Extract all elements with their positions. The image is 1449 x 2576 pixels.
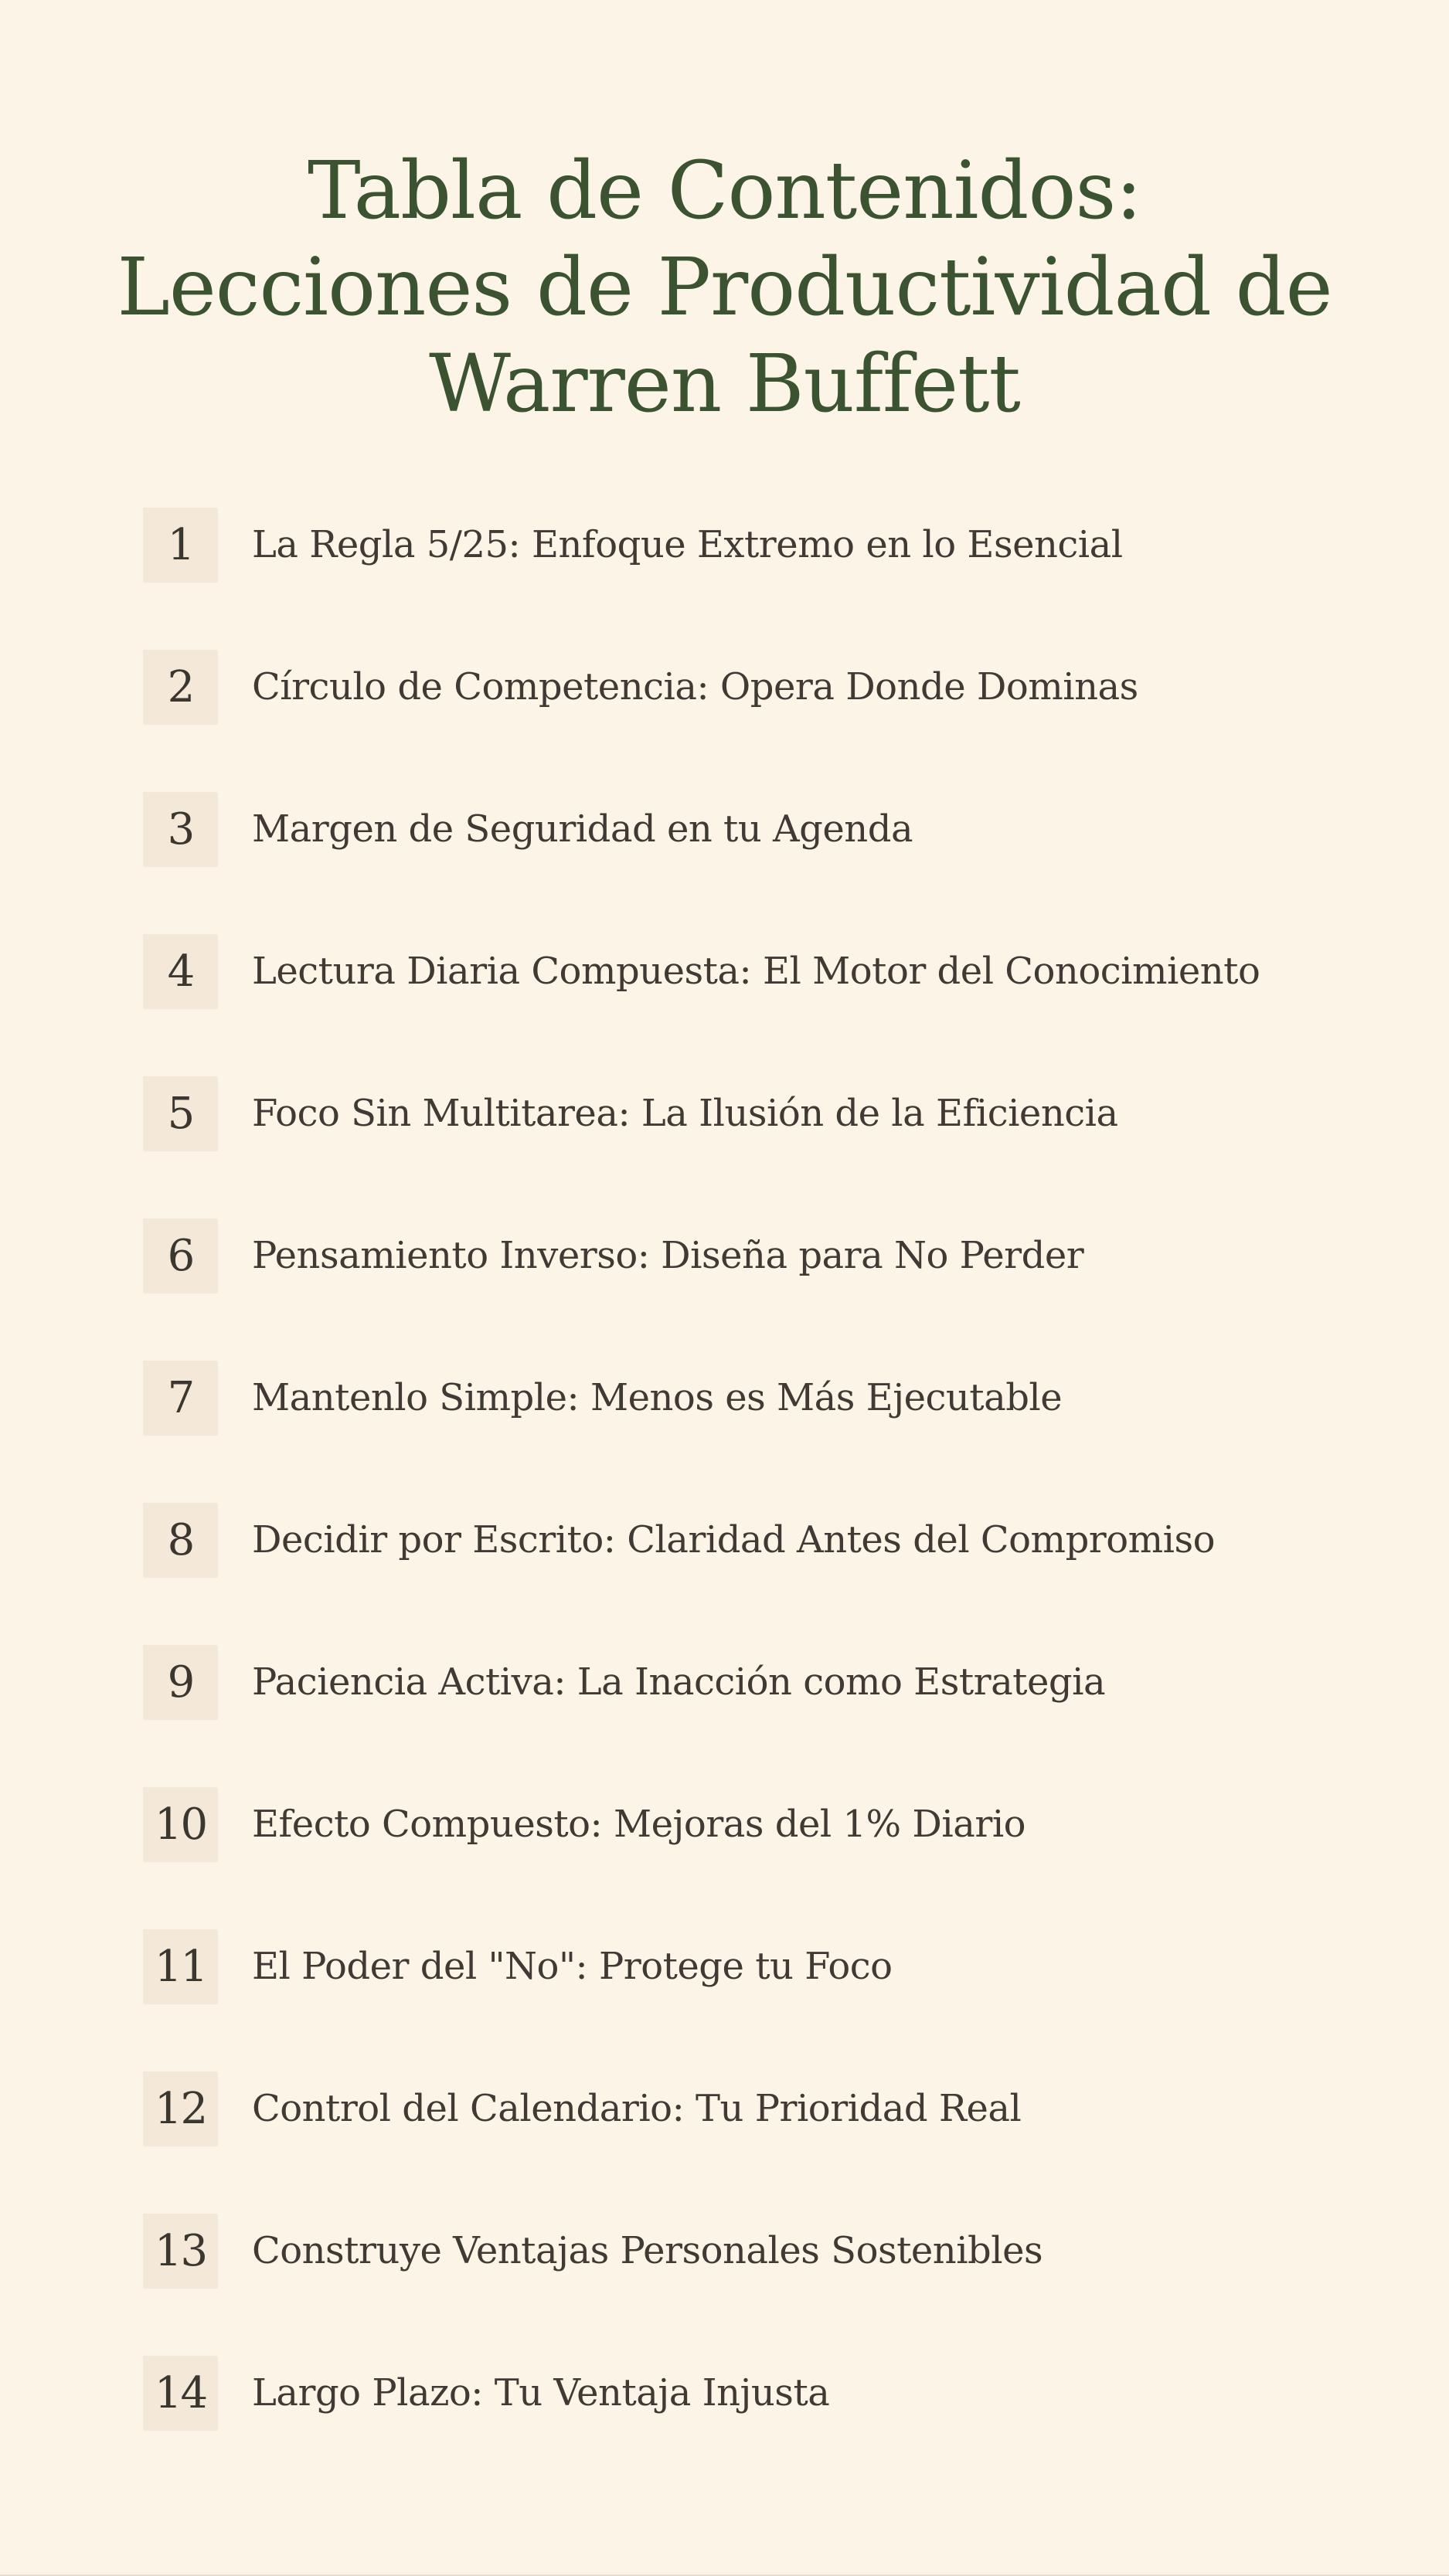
toc-number: 6 <box>143 1218 218 1293</box>
toc-number: 1 <box>143 508 218 583</box>
page-title: Tabla de Contenidos: Lecciones de Productividad de Warren Buffett <box>117 144 1332 430</box>
toc-label: Construye Ventajas Personales Sostenibles <box>252 2229 1043 2272</box>
toc-item <box>143 2214 1349 2289</box>
toc-number: 5 <box>143 1076 218 1151</box>
toc-number: 11 <box>143 1929 218 2004</box>
toc-label: Lectura Diaria Compuesta: El Motor del Conocimiento <box>252 950 1260 993</box>
toc-item <box>143 1361 1349 1436</box>
toc-number: 7 <box>143 1361 218 1436</box>
toc-number: 2 <box>143 650 218 725</box>
toc-number: 3 <box>143 792 218 867</box>
toc-label: Mantenlo Simple: Menos es Más Ejecutable <box>252 1376 1063 1419</box>
toc-label: El Poder del "No": Protege tu Foco <box>252 1945 893 1988</box>
toc-item <box>143 1929 1349 2004</box>
toc-item <box>143 508 1349 583</box>
toc-label: Largo Plazo: Tu Ventaja Injusta <box>252 2371 830 2415</box>
toc-label: Foco Sin Multitarea: La Ilusión de la Eficiencia <box>252 1092 1118 1135</box>
toc-item <box>143 2071 1349 2146</box>
toc-number: 9 <box>143 1645 218 1720</box>
toc-number: 4 <box>143 934 218 1009</box>
toc-item <box>143 650 1349 725</box>
toc-item <box>143 1218 1349 1293</box>
toc-item <box>143 1503 1349 1578</box>
toc-label: Círculo de Competencia: Opera Donde Dominas <box>252 665 1138 709</box>
toc-label: La Regla 5/25: Enfoque Extremo en lo Esencial <box>252 523 1123 566</box>
toc-label: Pensamiento Inverso: Diseña para No Perder <box>252 1234 1084 1277</box>
toc-list <box>143 508 1349 2498</box>
toc-item <box>143 934 1349 1009</box>
toc-item <box>143 1076 1349 1151</box>
toc-item <box>143 1787 1349 1862</box>
toc-number: 13 <box>143 2214 218 2289</box>
toc-item <box>143 2356 1349 2431</box>
toc-item <box>143 792 1349 867</box>
toc-number: 10 <box>143 1787 218 1862</box>
toc-label: Efecto Compuesto: Mejoras del 1% Diario <box>252 1803 1026 1846</box>
toc-label: Paciencia Activa: La Inacción como Estrategia <box>252 1660 1106 1704</box>
toc-label: Control del Calendario: Tu Prioridad Real <box>252 2087 1022 2130</box>
toc-number: 8 <box>143 1503 218 1578</box>
toc-number: 12 <box>143 2071 218 2146</box>
toc-number: 14 <box>143 2356 218 2431</box>
toc-label: Margen de Seguridad en tu Agenda <box>252 807 913 851</box>
toc-label: Decidir por Escrito: Claridad Antes del Compromiso <box>252 1518 1216 1562</box>
toc-item <box>143 1645 1349 1720</box>
